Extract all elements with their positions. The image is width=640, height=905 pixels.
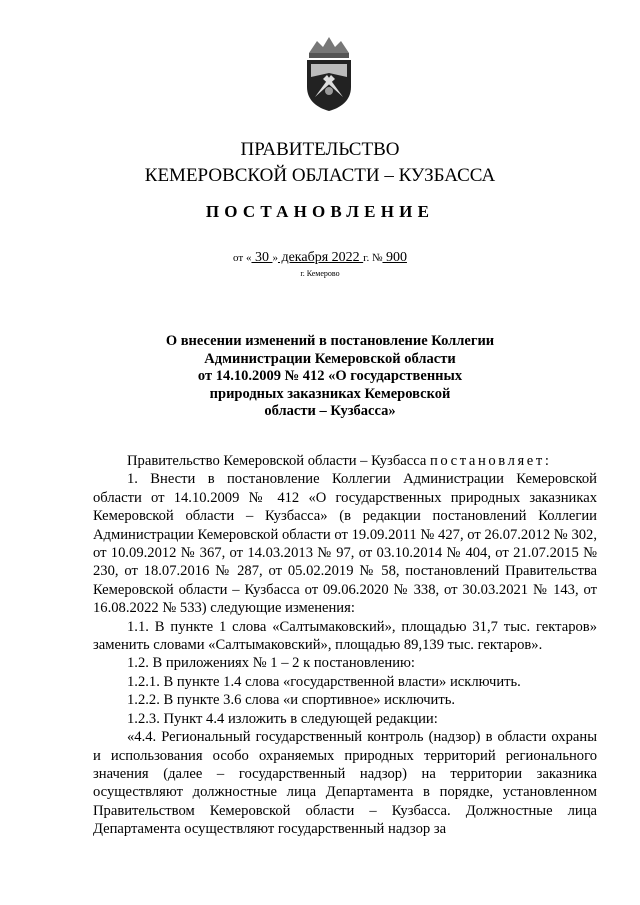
title-line: Администрации Кемеровской области (204, 350, 456, 367)
date-month-year: декабря 2022 (277, 250, 364, 265)
document-date-line (0, 250, 640, 266)
paragraph-1-1: 1.1. В пункте 1 слова «Салтымаковский», площадью 31,7 тыс. гектаров» заменить словами «Салтымаковский», площадью 89,139 тыс. гектаров». (93, 618, 597, 654)
intro-text: Правительство Кемеровской области – Кузбасса (127, 453, 430, 469)
coat-of-arms-emblem (297, 35, 361, 113)
title-line: области – Кузбасса» (264, 403, 396, 419)
date-prefix: от « (233, 252, 252, 264)
intro-resolve-word: постановляет: (429, 453, 552, 469)
date-suffix: г. № (363, 252, 383, 264)
document-number: 900 (382, 250, 407, 265)
document-title (160, 333, 500, 421)
title-line: О внесении изменений в постановление Коллегии (165, 333, 495, 349)
intro-paragraph (93, 452, 597, 470)
paragraph-1-2-1: 1.2.1. В пункте 1.4 слова «государственной власти» исключить. (127, 673, 521, 690)
paragraph-1: 1. Внести в постановление Коллегии Администрации Кемеровской области от 14.10.2009 № 412 «О государственных природных заказниках Кемеровской области – Кузбасса» (в редакции постановлений Коллегии Администрации Кемеровской области от 19.09.2011 № 427, от 26.07.2012 № 302, от 10.09.2012 № 367, от 14.03.2013 № 97, от 03.10.2014 № 404, от 21.07.2015 № 230, от 18.07.2016 № 287, от 05.02.2019 № 58, постановлений Правительства Кемеровской области – Кузбасса от 09.06.2020 № 338, от 30.03.2021 № 143, от 16.08.2022 № 533) следующие изменения: (93, 471, 597, 617)
date-day: 30 (251, 250, 273, 265)
paragraph-1-2-2: 1.2.2. В пункте 3.6 слова «и спортивное» исключить. (127, 692, 456, 709)
paragraph-1-2: 1.2. В приложениях № 1 – 2 к постановлению: (127, 655, 415, 672)
title-line: от 14.10.2009 № 412 «О государственных (197, 368, 463, 384)
government-title-line2: КЕМЕРОВСКОЙ ОБЛАСТИ – КУЗБАССА (144, 165, 496, 186)
title-line: природных заказниках Кемеровской (209, 385, 451, 402)
paragraph-4-4: «4.4. Региональный государственный контроль (надзор) в области охраны и использования особо охраняемых природных территорий регионального значения (далее – государственный надзор) на территории заказника осуществляют должностные лица Департамента в порядке, установленном Правительством Кемеровской области – Кузбасса. Должностные лица Департамента осуществляют государственный надзор за (93, 729, 597, 838)
document-type-heading: ПОСТАНОВЛЕНИЕ (205, 202, 435, 221)
document-body (93, 452, 597, 839)
paragraph-1-2-3: 1.2.3. Пункт 4.4 изложить в следующей редакции: (127, 710, 438, 727)
document-city: г. Кемерово (300, 269, 340, 278)
government-title-line1: ПРАВИТЕЛЬСТВО (240, 139, 400, 160)
date-mid: » (272, 252, 278, 264)
